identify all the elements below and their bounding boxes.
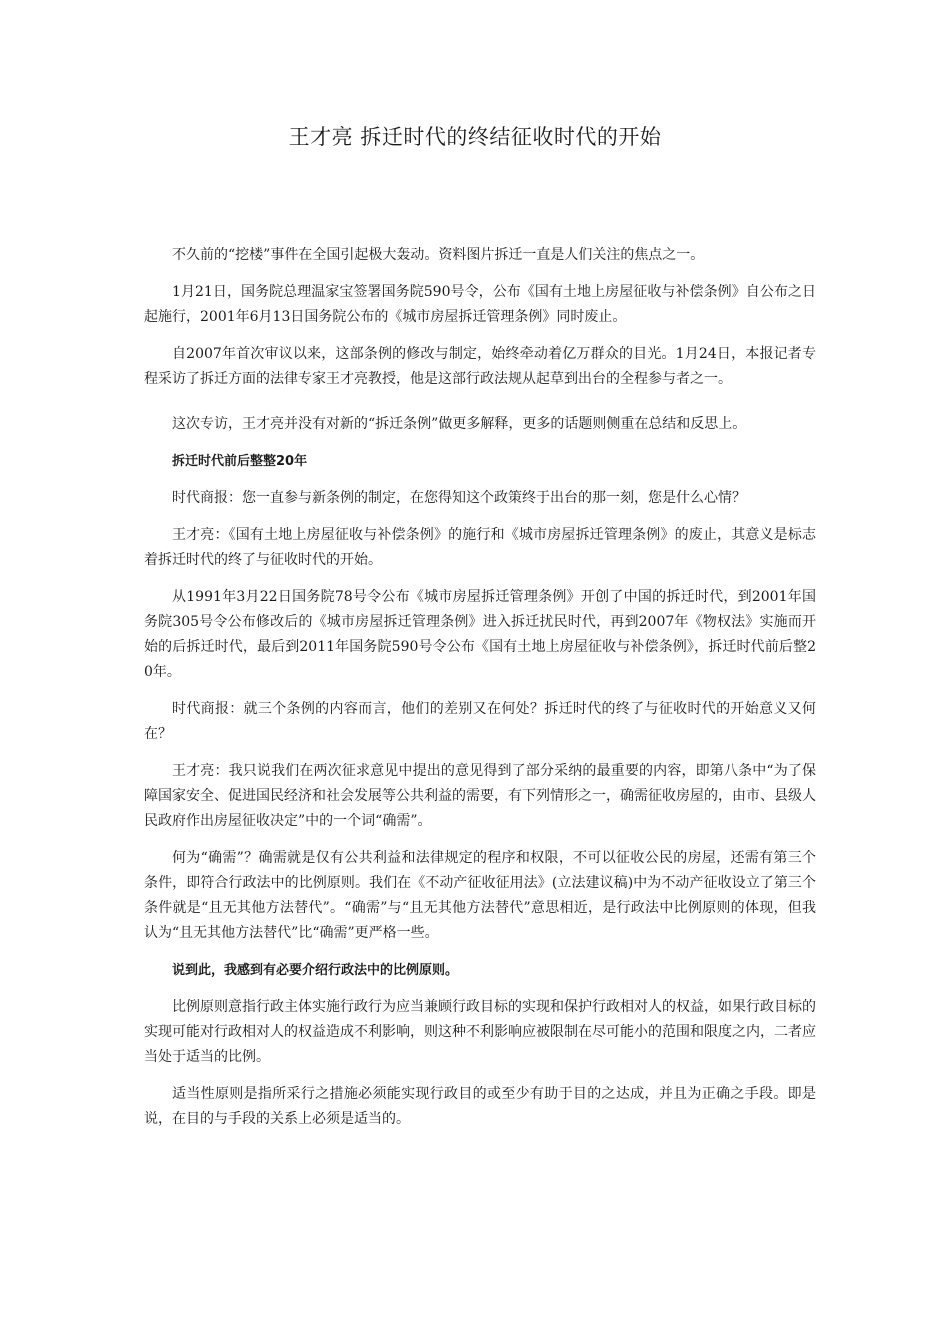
paragraph: 适当性原则是指所采行之措施必须能实现行政目的或至少有助于目的之达成，并且为正确之手段。即是说，在目的与手段的关系上必须是适当的。 xyxy=(144,1086,816,1127)
paragraph: 时代商报：您一直参与新条例的制定，在您得知这个政策终于出台的那一刻，您是什么心情？ xyxy=(172,490,746,506)
paragraph: 1月21日，国务院总理温家宝签署国务院590号令，公布《国有土地上房屋征收与补偿条例》自公布之日起施行，2001年6月13日国务院公布的《城市房屋拆迁管理条例》同时废止。 xyxy=(144,284,816,325)
paragraph: 何为“确需”？确需就是仅有公共利益和法律规定的程序和权限，不可以征收公民的房屋，还需有第三个条件，即符合行政法中的比例原则。我们在《不动产征收征用法》(立法建议稿)中为不动产征收设立了第三个条件就是“且无其他方法替代”。“确需”与“且无其他方法替代”意思相近，是行政法中比例原则的体现，但我认为“且无其他方法替代”比“确需”更严格一些。 xyxy=(144,850,816,941)
paragraph: 王才亮：《国有土地上房屋征收与补偿条例》的施行和《城市房屋拆迁管理条例》的废止，其意义是标志着拆迁时代的终了与征收时代的开始。 xyxy=(144,527,816,568)
paragraph: 不久前的“挖楼”事件在全国引起极大轰动。资料图片拆迁一直是人们关注的焦点之一。 xyxy=(172,247,705,263)
paragraph: 从1991年3月22日国务院78号令公布《城市房屋拆迁管理条例》开创了中国的拆迁时代，到2001年国务院305号令公布修改后的《城市房屋拆迁管理条例》进入拆迁扰民时代，再到2007年《物权法》实施而开始的后拆迁时代，最后到2011年国务院590号令公布《国有土地上房屋征收与补偿条例》，拆迁时代前后整20年。 xyxy=(144,589,816,680)
document-title: 王才亮 拆迁时代的终结征收时代的开始 xyxy=(288,125,662,149)
paragraph: 这次专访，王才亮并没有对新的“拆迁条例”做更多解释，更多的话题则侧重在总结和反思上。 xyxy=(172,416,747,432)
document-body xyxy=(144,243,816,1144)
section-heading: 说到此，我感到有必要介绍行政法中的比例原则。 xyxy=(172,963,459,978)
paragraph: 时代商报：就三个条例的内容而言，他们的差别又在何处？拆迁时代的终了与征收时代的开始意义又何在？ xyxy=(144,701,816,742)
paragraph: 自2007年首次审议以来，这部条例的修改与制定，始终牵动着亿万群众的目光。1月24日，本报记者专程采访了拆迁方面的法律专家王才亮教授，他是这部行政法规从起草到出台的全程参与者之一。 xyxy=(144,346,816,387)
paragraph: 王才亮：我只说我们在两次征求意见中提出的意见得到了部分采纳的最重要的内容，即第八条中“为了保障国家安全、促进国民经济和社会发展等公共利益的需要，有下列情形之一，确需征收房屋的，由市、县级人民政府作出房屋征收决定”中的一个词“确需”。 xyxy=(144,763,816,829)
paragraph: 比例原则意指行政主体实施行政行为应当兼顾行政目标的实现和保护行政相对人的权益，如果行政目标的实现可能对行政相对人的权益造成不利影响，则这种不利影响应被限制在尽可能小的范围和限度之内，二者应当处于适当的比例。 xyxy=(144,999,816,1065)
section-heading: 拆迁时代前后整整20年 xyxy=(172,454,308,469)
